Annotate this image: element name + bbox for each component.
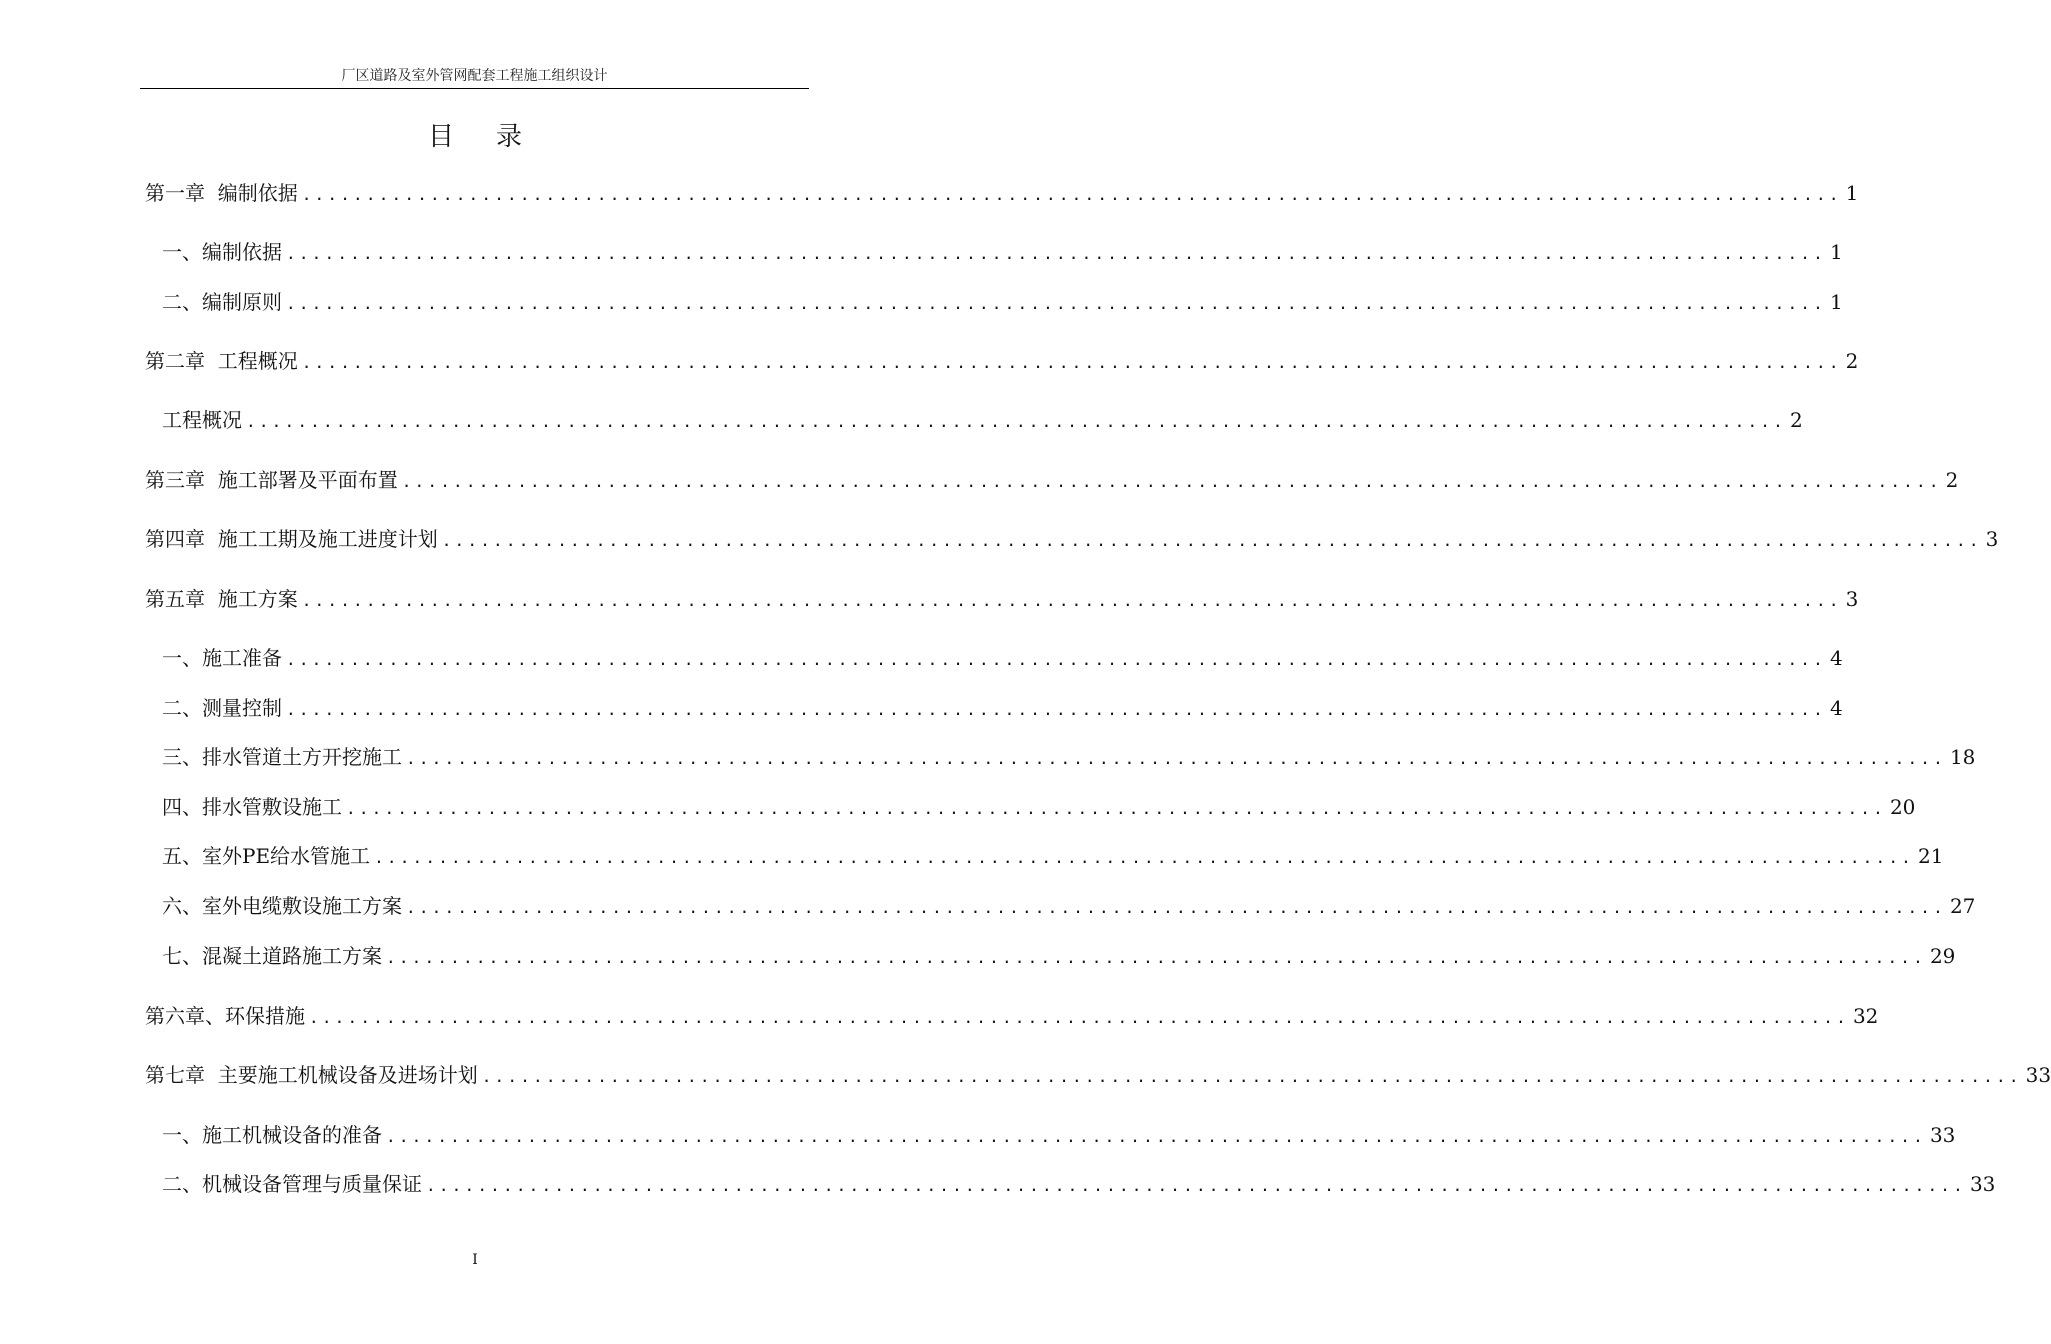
dot-leader: ........................................................................................................................ bbox=[401, 472, 1942, 491]
page-title: 目录 bbox=[427, 122, 564, 152]
dot-leader: ........................................................................................................................ bbox=[301, 591, 1842, 610]
toc-entry-label: 二、编制原则 bbox=[162, 290, 282, 314]
toc-entry-label: 第二章 工程概况 bbox=[145, 349, 298, 373]
dot-leader: ........................................................................................................................ bbox=[286, 294, 1826, 313]
toc-entry-page: 27 bbox=[1949, 894, 1976, 918]
toc-entry-page: 2 bbox=[1845, 349, 1859, 373]
toc-entry[interactable] bbox=[145, 584, 1859, 614]
toc-entry-page: 1 bbox=[1845, 181, 1859, 205]
toc-entry[interactable] bbox=[162, 891, 1976, 921]
toc-entry-label: 第五章 施工方案 bbox=[145, 587, 298, 611]
toc-entry[interactable] bbox=[162, 1120, 1956, 1150]
toc-entry-label: 六、室外电缆敷设施工方案 bbox=[162, 894, 402, 918]
toc-entry[interactable] bbox=[162, 237, 1843, 267]
dot-leader: ........................................................................................................................ bbox=[481, 1067, 2022, 1086]
toc-entry-page: 2 bbox=[1945, 468, 1959, 492]
toc-entry[interactable] bbox=[145, 1060, 2051, 1090]
toc-entry[interactable] bbox=[145, 346, 1859, 376]
toc-entry[interactable] bbox=[162, 941, 1956, 971]
toc-entry-page: 33 bbox=[2025, 1063, 2051, 1087]
toc-entry-label: 第六章、环保措施 bbox=[145, 1004, 305, 1028]
toc-entry[interactable] bbox=[162, 841, 1944, 871]
toc-entry[interactable] bbox=[162, 405, 1803, 435]
toc-entry[interactable] bbox=[162, 643, 1843, 673]
toc-entry-page: 3 bbox=[1845, 587, 1859, 611]
toc-entry[interactable] bbox=[162, 792, 1916, 822]
dot-leader: ........................................................................................................................ bbox=[426, 1176, 1966, 1195]
dot-leader: ........................................................................................................................ bbox=[309, 1008, 1849, 1027]
dot-leader: ........................................................................................................................ bbox=[286, 700, 1826, 719]
dot-leader: ........................................................................................................................ bbox=[441, 531, 1982, 550]
toc-entry-page: 21 bbox=[1918, 844, 1944, 868]
toc-entry-label: 三、排水管道土方开挖施工 bbox=[162, 745, 402, 769]
toc-entry-page: 33 bbox=[1969, 1172, 1996, 1196]
toc-entry-label: 四、排水管敷设施工 bbox=[162, 795, 342, 819]
dot-leader: ........................................................................................................................ bbox=[406, 898, 1946, 917]
toc-entry[interactable] bbox=[145, 1001, 1879, 1031]
toc-entry-page: 3 bbox=[1985, 527, 1999, 551]
header-divider bbox=[140, 88, 809, 89]
dot-leader: ........................................................................................................................ bbox=[286, 244, 1826, 263]
toc-entry[interactable] bbox=[162, 287, 1843, 317]
toc-entry[interactable] bbox=[145, 465, 1959, 495]
toc-entry[interactable] bbox=[162, 1169, 1996, 1199]
dot-leader: ........................................................................................................................ bbox=[286, 650, 1826, 669]
toc-entry-page: 32 bbox=[1852, 1004, 1879, 1028]
toc-entry-page: 4 bbox=[1829, 646, 1843, 670]
toc-entry-label: 二、机械设备管理与质量保证 bbox=[162, 1172, 422, 1196]
toc-entry-label: 工程概况 bbox=[162, 408, 242, 432]
dot-leader: ........................................................................................................................ bbox=[374, 848, 1914, 867]
toc-entry-page: 33 bbox=[1929, 1123, 1956, 1147]
dot-leader: ........................................................................................................................ bbox=[301, 353, 1842, 372]
dot-leader: ........................................................................................................................ bbox=[406, 749, 1946, 768]
toc-entry-label: 第七章 主要施工机械设备及进场计划 bbox=[145, 1063, 478, 1087]
toc-entry-label: 第四章 施工工期及施工进度计划 bbox=[145, 527, 438, 551]
toc-entry-label: 七、混凝土道路施工方案 bbox=[162, 944, 382, 968]
dot-leader: ........................................................................................................................ bbox=[386, 948, 1926, 967]
toc-entry-page: 2 bbox=[1789, 408, 1803, 432]
toc-entry-label: 五、室外PE给水管施工 bbox=[162, 844, 371, 868]
dot-leader: ........................................................................................................................ bbox=[301, 185, 1842, 204]
page-number: I bbox=[472, 1252, 478, 1268]
toc-entry-page: 20 bbox=[1889, 795, 1916, 819]
toc-entry-label: 一、施工准备 bbox=[162, 646, 282, 670]
toc-entry-label: 一、施工机械设备的准备 bbox=[162, 1123, 382, 1147]
dot-leader: ........................................................................................................................ bbox=[346, 799, 1886, 818]
toc-entry-label: 第三章 施工部署及平面布置 bbox=[145, 468, 398, 492]
toc-entry-label: 一、编制依据 bbox=[162, 240, 282, 264]
toc-entry[interactable] bbox=[162, 742, 1976, 772]
toc-entry-page: 1 bbox=[1829, 240, 1843, 264]
toc-entry-page: 29 bbox=[1929, 944, 1956, 968]
dot-leader: ........................................................................................................................ bbox=[246, 412, 1786, 431]
running-header: 厂区道路及室外管网配套工程施工组织设计 bbox=[341, 68, 608, 84]
toc-entry[interactable] bbox=[145, 524, 1999, 554]
toc-entry-page: 18 bbox=[1949, 745, 1976, 769]
dot-leader: ........................................................................................................................ bbox=[386, 1127, 1926, 1146]
toc-entry[interactable] bbox=[162, 693, 1843, 723]
toc-entry-label: 二、测量控制 bbox=[162, 696, 282, 720]
toc-entry-page: 4 bbox=[1829, 696, 1843, 720]
toc-entry[interactable] bbox=[145, 178, 1859, 208]
toc-entry-page: 1 bbox=[1829, 290, 1843, 314]
toc-entry-label: 第一章 编制依据 bbox=[145, 181, 298, 205]
